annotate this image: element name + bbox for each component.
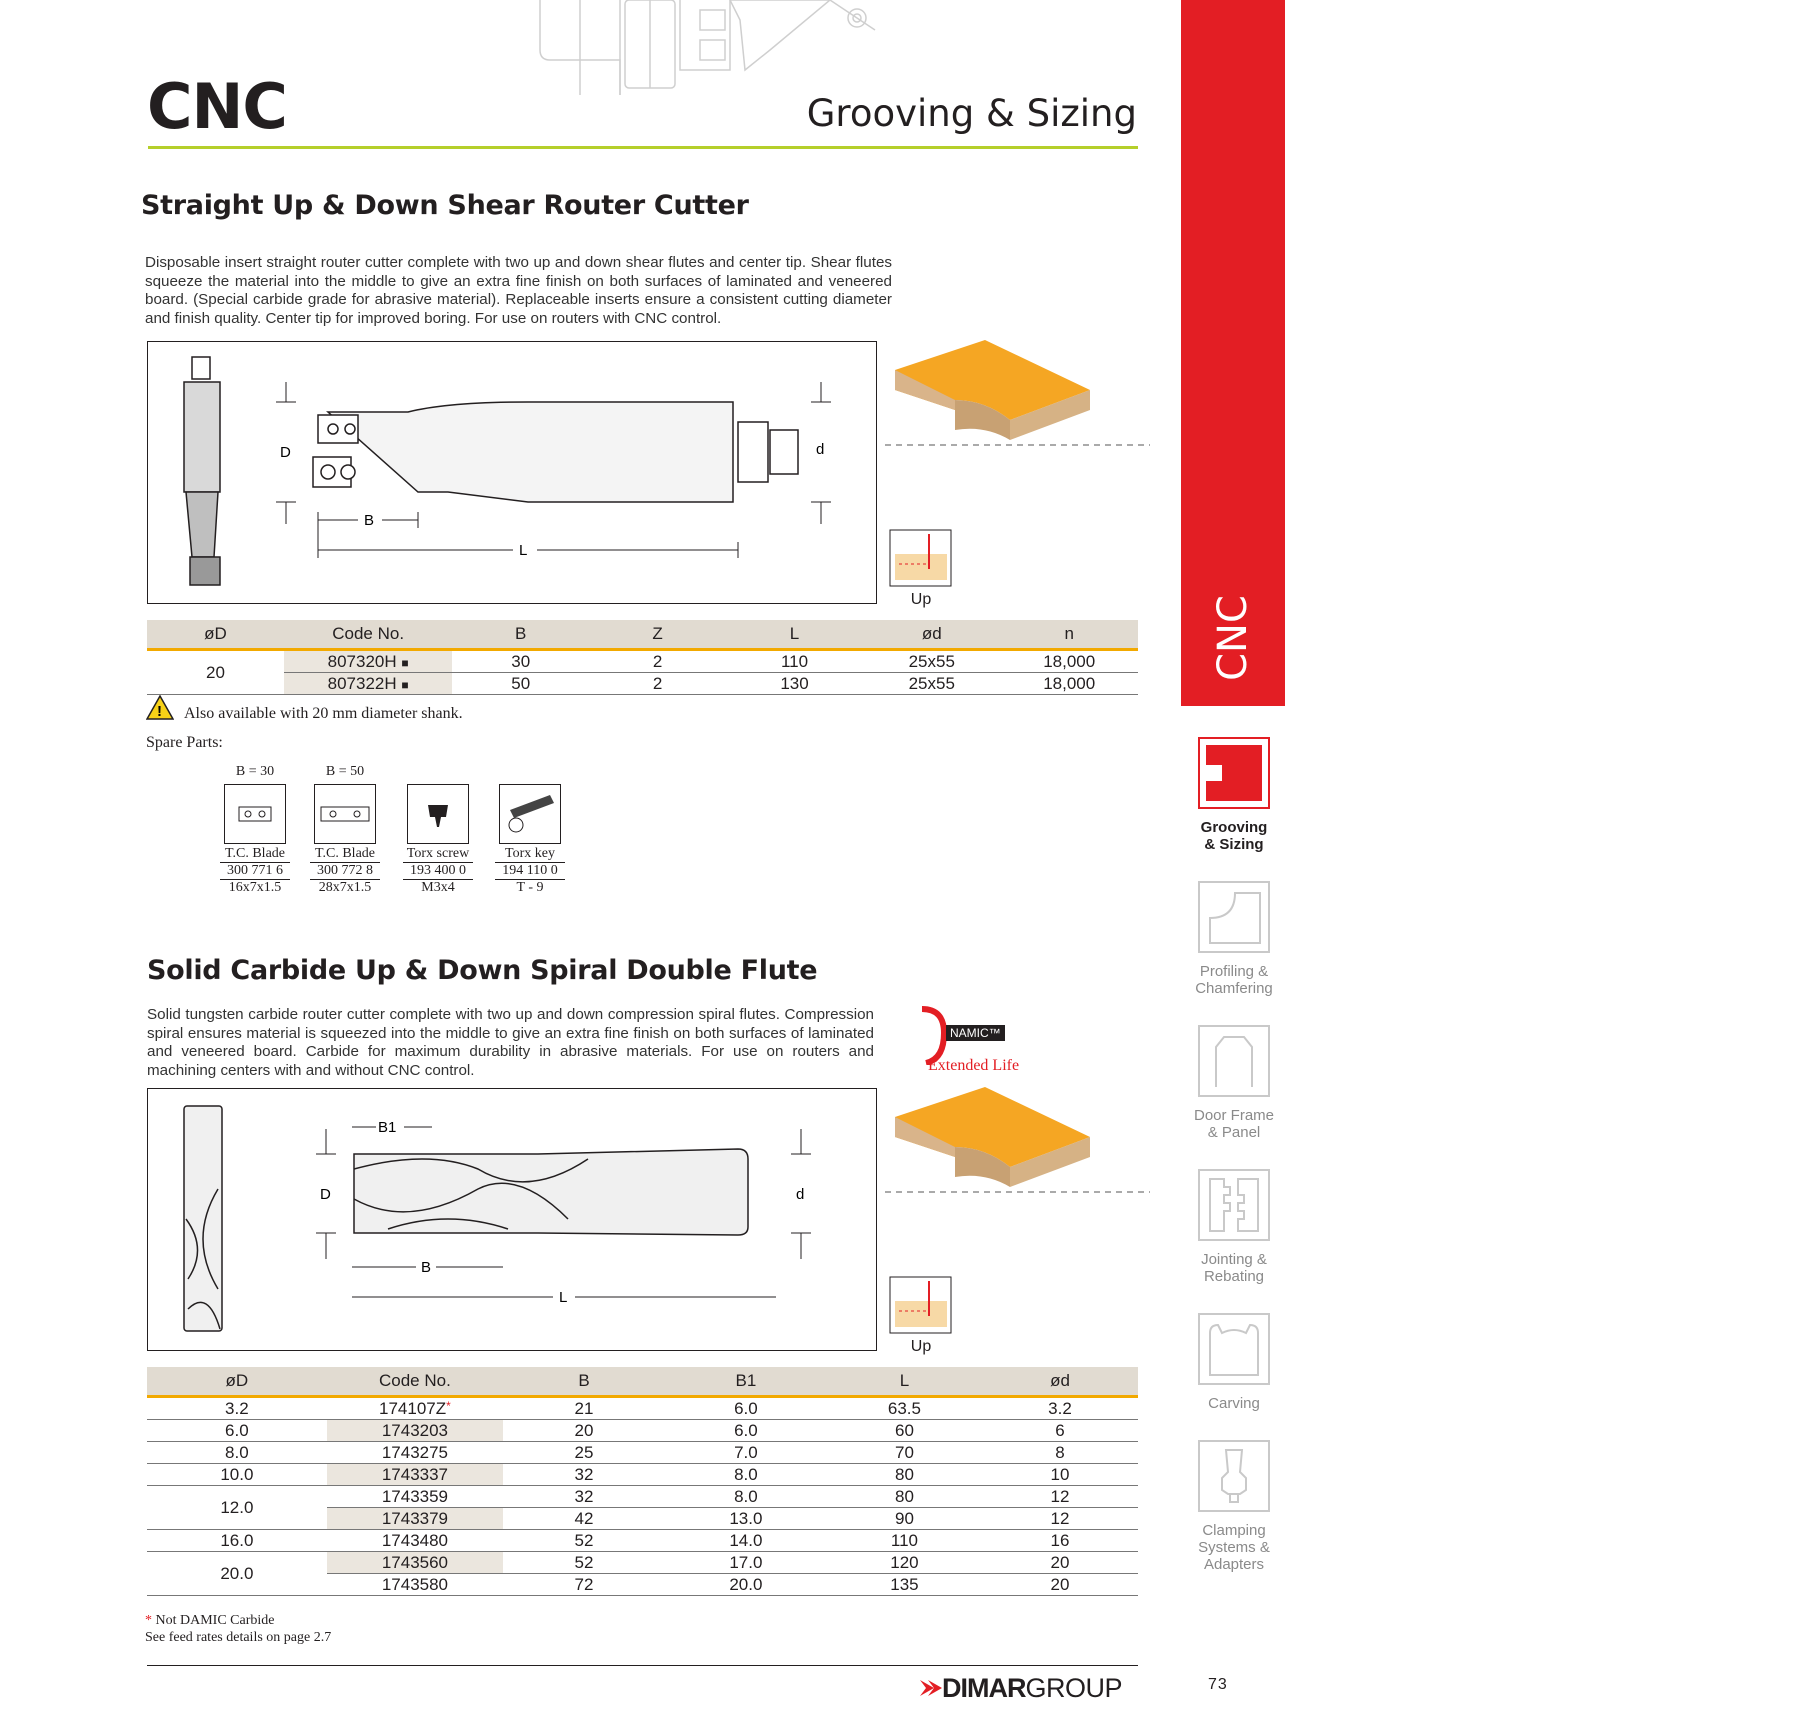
cell-Z: 2 <box>589 673 726 695</box>
grooving-icon <box>1198 737 1270 809</box>
table-row <box>147 1552 1138 1574</box>
dim-L: L <box>519 542 528 559</box>
cell-B1: 6.0 <box>665 1420 827 1442</box>
col-header: Code No. <box>327 1367 503 1397</box>
cell-code: 1743480 <box>327 1530 503 1552</box>
table-row <box>147 1442 1138 1464</box>
spiral-cutter-diagram <box>148 1089 876 1350</box>
sidebar-item-label: Door Frame & Panel <box>1193 1107 1275 1141</box>
warning-triangle-icon <box>146 695 174 720</box>
door-frame-icon <box>1198 1025 1270 1097</box>
section1-title: Straight Up & Down Shear Router Cutter <box>141 190 749 221</box>
screw-icon <box>407 784 469 844</box>
section1-spec-table <box>147 620 1138 695</box>
cell-d: 8 <box>982 1442 1138 1464</box>
cell-diameter: 8.0 <box>147 1442 327 1464</box>
section1-diagram-frame <box>147 341 877 604</box>
damic-brand: NAMIC™ <box>946 1025 1005 1041</box>
header-tool-illustration <box>530 0 890 95</box>
carving-icon <box>1198 1313 1270 1385</box>
damic-tagline: Extended Life <box>928 1057 1020 1074</box>
not-damic-star: * <box>446 1398 451 1413</box>
cell-B1: 7.0 <box>665 1442 827 1464</box>
col-header: øD <box>147 1367 327 1397</box>
page-title: CNC <box>147 70 287 143</box>
cell-code: 1743379 <box>327 1508 503 1530</box>
clamping-icon <box>1198 1440 1270 1512</box>
cell-L: 130 <box>726 673 863 695</box>
profiling-icon <box>1198 881 1270 953</box>
spare-part-size: 16x7x1.5 <box>228 880 282 895</box>
col-header: n <box>1000 620 1138 650</box>
spare-part-variant: B = 30 <box>235 764 275 779</box>
cell-B1: 13.0 <box>665 1508 827 1530</box>
cell-code: 1743275 <box>327 1442 503 1464</box>
page-number: 73 <box>1208 1676 1228 1693</box>
dim-B1: B1 <box>378 1119 397 1136</box>
section1-direction-label: Up <box>910 591 932 608</box>
torx-key-icon <box>499 784 561 844</box>
sidebar-tab-label: CNC <box>1210 595 1256 681</box>
cell-L: 60 <box>827 1420 982 1442</box>
cell-code <box>284 650 452 673</box>
header-rule <box>148 146 1138 149</box>
cell-code: 1743359 <box>327 1486 503 1508</box>
spare-part-size: M3x4 <box>421 880 455 895</box>
cell-B1: 8.0 <box>665 1464 827 1486</box>
table-row <box>147 1464 1138 1486</box>
table-row <box>147 650 1138 673</box>
cell-code: 1743580 <box>327 1574 503 1596</box>
spare-part-name: Torx key <box>495 846 565 863</box>
cell-B: 25 <box>503 1442 665 1464</box>
spare-part-torx-key <box>495 764 565 896</box>
sidebar-cnc-tab[interactable] <box>1181 0 1285 706</box>
sidebar-item-carving[interactable] <box>1174 1313 1294 1412</box>
col-header: øD <box>147 620 284 650</box>
sidebar-item-clamping[interactable] <box>1174 1440 1294 1573</box>
cell-L: 80 <box>827 1486 982 1508</box>
cell-d: 25x55 <box>863 673 1000 695</box>
cell-d: 6 <box>982 1420 1138 1442</box>
cell-d: 12 <box>982 1486 1138 1508</box>
section2-footnotes <box>145 1612 331 1646</box>
cell-B1: 8.0 <box>665 1486 827 1508</box>
dim-B: B <box>421 1259 432 1276</box>
cell-code: 1743203 <box>327 1420 503 1442</box>
section1-description: Disposable insert straight router cutter complete with two up and down shear flutes and center tip. Shear flutes squeeze the material into the middle to give an extra fine finish on both surfaces of laminated and veneered board. (Special carbide grade for abrasive material). Replaceable inserts ensure a consistent cutting diameter and finish quality. Center tip for improved boring. For use on routers with CNC control. <box>145 254 892 327</box>
cell-L: 135 <box>827 1574 982 1596</box>
cell-L: 80 <box>827 1464 982 1486</box>
col-header: B <box>452 620 589 650</box>
col-header: ød <box>863 620 1000 650</box>
cell-d: 12 <box>982 1508 1138 1530</box>
sidebar-item-door-frame[interactable] <box>1174 1025 1294 1141</box>
code-text: 807320H <box>327 651 397 671</box>
cell-diameter: 12.0 <box>147 1486 327 1530</box>
cell-B1: 17.0 <box>665 1552 827 1574</box>
dim-B: B <box>364 512 375 529</box>
col-header: ød <box>982 1367 1138 1397</box>
footnote-not-damic <box>145 1612 331 1629</box>
cell-code: 1743337 <box>327 1464 503 1486</box>
table-row <box>147 1486 1138 1508</box>
spare-part-code: 193 400 0 <box>403 863 473 880</box>
cell-B: 32 <box>503 1464 665 1486</box>
cell-B: 30 <box>452 650 589 673</box>
dimar-group-logo <box>920 1673 1122 1703</box>
cell-d: 16 <box>982 1530 1138 1552</box>
cell-code <box>327 1397 503 1420</box>
cell-L: 110 <box>726 650 863 673</box>
cell-L: 110 <box>827 1530 982 1552</box>
cell-Z: 2 <box>589 650 726 673</box>
blade-icon <box>314 784 376 844</box>
col-header: B <box>503 1367 665 1397</box>
cell-B: 42 <box>503 1508 665 1530</box>
damic-d-logo <box>918 1005 948 1065</box>
sidebar-item-label: Grooving & Sizing <box>1200 819 1268 853</box>
table-header-row <box>147 620 1138 650</box>
dim-d: d <box>796 1186 805 1203</box>
sidebar-item-profiling[interactable] <box>1174 881 1294 997</box>
spare-part-code: 194 110 0 <box>495 863 565 880</box>
cell-n: 18,000 <box>1000 650 1138 673</box>
table-row <box>147 673 1138 695</box>
code-text: 807322H <box>327 673 397 693</box>
cell-B: 50 <box>452 673 589 695</box>
table-header-row <box>147 1367 1138 1397</box>
col-header: B1 <box>665 1367 827 1397</box>
sidebar-item-label: Clamping Systems & Adapters <box>1198 1522 1270 1573</box>
stock-mark: ■ <box>401 677 409 692</box>
sidebar-item-label: Profiling & Chamfering <box>1195 963 1273 997</box>
logo-light: GROUP <box>1025 1672 1123 1703</box>
col-header: L <box>726 620 863 650</box>
cell-B1: 20.0 <box>665 1574 827 1596</box>
cell-B: 72 <box>503 1574 665 1596</box>
cell-B: 52 <box>503 1552 665 1574</box>
spare-part-size: T - 9 <box>516 880 544 895</box>
jointing-icon <box>1198 1169 1270 1241</box>
dim-d: d <box>816 441 825 458</box>
section1-note: Also available with 20 mm diameter shank. <box>184 705 463 722</box>
spare-part-torx-screw <box>403 764 473 896</box>
col-header: Z <box>589 620 726 650</box>
cell-code: 1743560 <box>327 1552 503 1574</box>
cell-B: 21 <box>503 1397 665 1420</box>
cell-diameter: 10.0 <box>147 1464 327 1486</box>
section2-up-direction-icon <box>889 1276 953 1336</box>
svg-text:!: ! <box>157 703 162 720</box>
cell-diameter: 16.0 <box>147 1530 327 1552</box>
spare-part-code: 300 772 8 <box>310 863 380 880</box>
spare-part-name: Torx screw <box>403 846 473 863</box>
spare-parts-label: Spare Parts: <box>146 734 223 751</box>
spare-part-code: 300 771 6 <box>220 863 290 880</box>
section2-direction-label: Up <box>910 1338 932 1355</box>
shear-cutter-diagram <box>148 342 876 603</box>
spare-part-name: T.C. Blade <box>310 846 380 863</box>
cell-n: 18,000 <box>1000 673 1138 695</box>
cell-L: 63.5 <box>827 1397 982 1420</box>
spare-part-variant <box>495 764 565 784</box>
spare-part-blade-50 <box>310 764 380 896</box>
cell-B: 32 <box>503 1486 665 1508</box>
damic-badge <box>918 1005 1038 1075</box>
cell-diameter: 6.0 <box>147 1420 327 1442</box>
table-row <box>147 1420 1138 1442</box>
col-header: L <box>827 1367 982 1397</box>
cell-diameter: 20.0 <box>147 1552 327 1596</box>
page-subtitle: Grooving & Sizing <box>806 92 1137 135</box>
cell-diameter: 20 <box>147 650 284 695</box>
table-row <box>147 1530 1138 1552</box>
section1-board-illustration <box>885 330 1150 470</box>
footnote-text: Not DAMIC Carbide <box>152 1613 275 1628</box>
cell-B1: 14.0 <box>665 1530 827 1552</box>
cell-d: 3.2 <box>982 1397 1138 1420</box>
spare-part-variant <box>403 764 473 784</box>
col-header: Code No. <box>284 620 452 650</box>
dim-D: D <box>280 444 291 461</box>
cell-diameter: 3.2 <box>147 1397 327 1420</box>
dim-D: D <box>320 1186 331 1203</box>
table-row <box>147 1397 1138 1420</box>
section2-board-illustration <box>885 1077 1150 1217</box>
cell-d: 20 <box>982 1552 1138 1574</box>
code-text: 174107Z <box>379 1398 447 1418</box>
section2-description: Solid tungsten carbide router cutter complete with two up and down compression spiral flutes. Compression spiral ensures material is squeezed into the middle to give an extra fine finish on both surfaces of laminated and veneered board. Carbide for maximum durability in abrasive materials. For use on routers and machining centers with and without CNC control. <box>147 1006 874 1079</box>
spare-part-variant: B = 50 <box>325 764 365 779</box>
cell-d: 20 <box>982 1574 1138 1596</box>
spare-part-blade-30 <box>220 764 290 896</box>
spare-part-name: T.C. Blade <box>220 846 290 863</box>
sidebar-item-label: Jointing & Rebating <box>1201 1251 1267 1285</box>
footnote-feed-rates: See feed rates details on page 2.7 <box>145 1630 332 1645</box>
sidebar-item-grooving[interactable] <box>1174 737 1294 853</box>
stock-mark: ■ <box>401 655 409 670</box>
cell-code <box>284 673 452 695</box>
cell-B: 20 <box>503 1420 665 1442</box>
section2-spec-table <box>147 1367 1138 1596</box>
footer-rule <box>147 1665 1138 1666</box>
sidebar-item-label: Carving <box>1208 1395 1260 1412</box>
dim-L: L <box>559 1289 568 1306</box>
blade-icon <box>224 784 286 844</box>
cell-L: 120 <box>827 1552 982 1574</box>
section1-up-direction-icon <box>889 529 953 589</box>
cell-B1: 6.0 <box>665 1397 827 1420</box>
cell-d: 10 <box>982 1464 1138 1486</box>
dimar-arrow-icon <box>920 1678 942 1698</box>
sidebar-item-jointing[interactable] <box>1174 1169 1294 1285</box>
logo-bold: DIMAR <box>942 1672 1026 1703</box>
section2-diagram-frame <box>147 1088 877 1351</box>
section2-title: Solid Carbide Up & Down Spiral Double Flute <box>147 955 818 986</box>
spare-part-size: 28x7x1.5 <box>318 880 372 895</box>
cell-B: 52 <box>503 1530 665 1552</box>
cell-L: 70 <box>827 1442 982 1464</box>
footnote-star: * <box>145 1613 152 1628</box>
cell-d: 25x55 <box>863 650 1000 673</box>
cell-L: 90 <box>827 1508 982 1530</box>
